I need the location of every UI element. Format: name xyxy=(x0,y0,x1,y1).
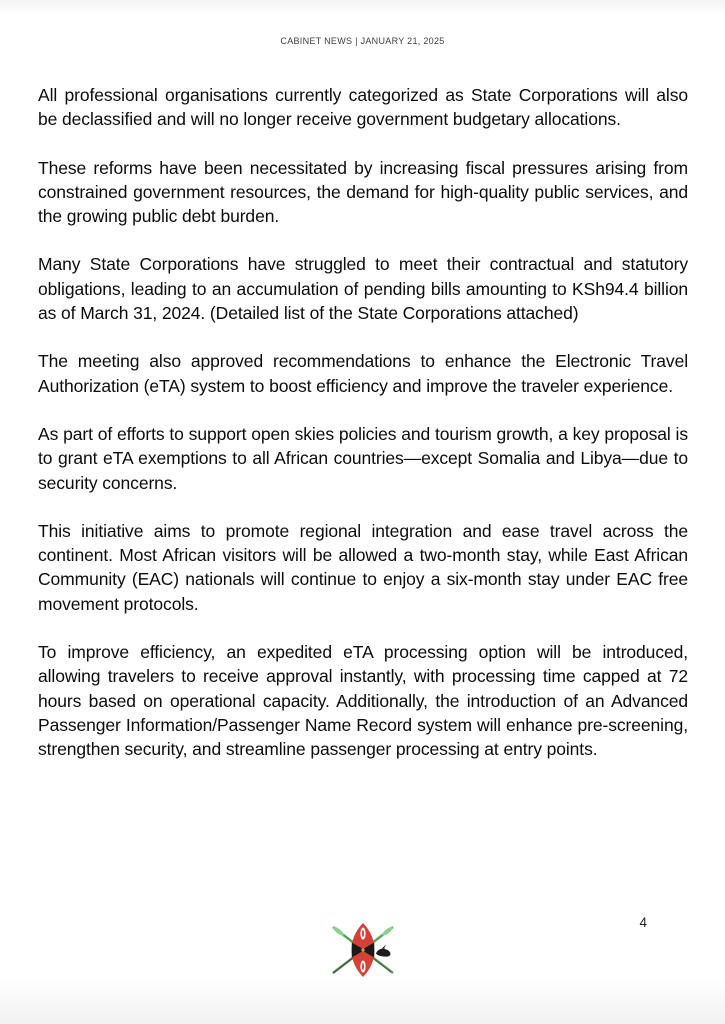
body-paragraph: The meeting also approved recommendations to enhance the Electronic Travel Authorization (eTA) system to boost efficiency and improve the traveler experience. xyxy=(38,351,688,396)
body-paragraph: Many State Corporations have struggled to meet their contractual and statutory obligations, leading to an accumulation of pending bills amounting to KSh94.4 billion as of March 31, 2024. (Detailed list of the State Corporations attached) xyxy=(38,254,688,324)
document-body xyxy=(38,83,688,762)
shield-center-dot xyxy=(361,948,364,951)
body-paragraph: As part of efforts to support open skies policies and tourism growth, a key proposal is to grant eTA exemptions to all African countries—except Somalia and Libya—due to security concerns. xyxy=(38,423,688,493)
shield-ornament-inner xyxy=(362,963,364,970)
coat-of-arms-icon xyxy=(325,916,401,984)
body-paragraph: This initiative aims to promote regional integration and ease travel across the continent. Most African visitors will be allowed a two-month stay, while East African Community (EAC) nationals will continue to enjoy a six-month stay under EAC free movement protocols. xyxy=(38,520,688,614)
page-header-text: CABINET NEWS | JANUARY 21, 2025 xyxy=(280,36,445,46)
page-number: 4 xyxy=(639,915,647,930)
body-paragraph: All professional organisations currently categorized as State Corporations will also be declassified and will no longer receive government budgetary allocations. xyxy=(38,85,688,130)
body-paragraph: To improve efficiency, an expedited eTA processing option will be introduced, allowing travelers to receive approval instantly, with processing time capped at 72 hours based on operational capacity. Additionally, the introduction of an Advanced Passenger Information/Passenger Name Record system will enhance pre-screening, strengthen security, and streamline passenger processing at entry points. xyxy=(38,642,688,760)
spear-blade xyxy=(332,925,345,936)
body-paragraph: These reforms have been necessitated by increasing fiscal pressures arising from constrained government resources, the demand for high-quality public services, and the growing public debt burden. xyxy=(38,157,688,227)
spear-blade xyxy=(381,925,394,936)
shield-ornament-inner xyxy=(362,930,364,937)
